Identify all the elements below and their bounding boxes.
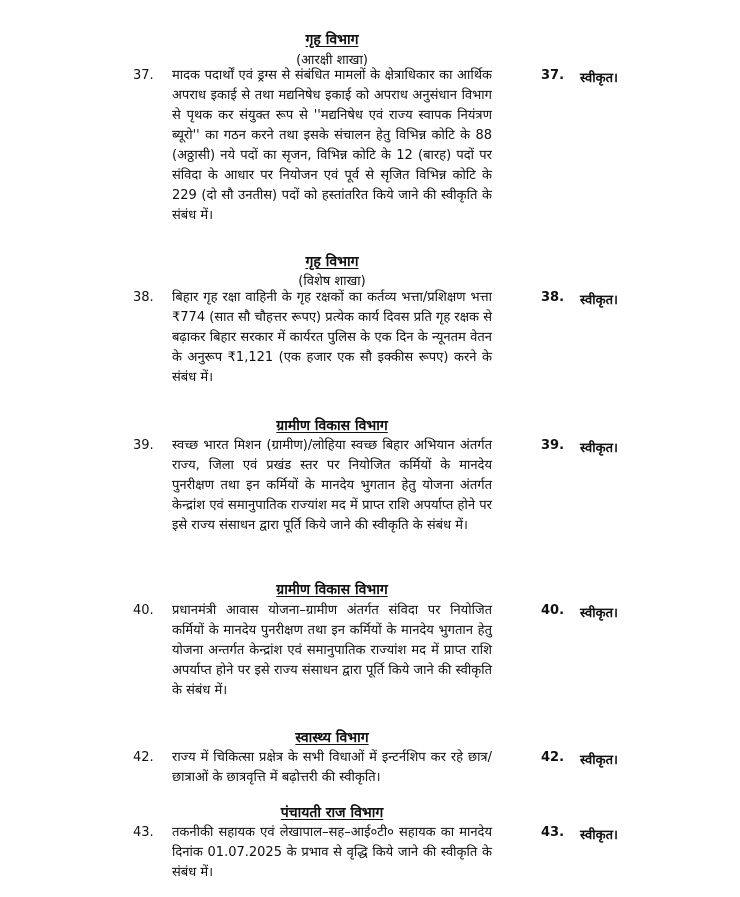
item-number: 38. (133, 290, 154, 305)
item-number: 43. (133, 825, 154, 840)
item-number: 39. (133, 438, 154, 453)
decision-number: 43. (541, 825, 565, 840)
item-text: मादक पदार्थों एवं ड्रग्स से संबंधित मामलों के क्षेत्राधिकार का आर्थिक अपराध इकाई से तथा मद्यनिषेध इकाई को अपराध अनुसंधान विभाग से पृथक कर संयुक्त रूप से ''मद्यनिषेध एवं राज्य स्वापक नियंत्रण ब्यूरो'' का गठन करने तथा इसके संचालन हेतु विभिन्न कोटि के 88 (अठ्ठासी) नये पदों का सृजन, विभिन्न कोटि के 12 (बारह) पदों पर संविदा के आधार पर नियोजन एवं पूर्व से सृजित विभिन्न कोटि के 229 (दो सौ उनतीस) पदों को हस्तांतरित किये जाने की स्वीकृति के संबंध में। (172, 68, 492, 223)
decision-status: स्वीकृत। (580, 753, 618, 768)
item-text: प्रधानमंत्री आवास योजना–ग्रामीण अंतर्गत संविदा पर नियोजित कर्मियों के मानदेय पुनरीक्षण तथा इन कर्मियों के मानदेय भुगतान हेतु योजना अन्तर्गत केन्द्रांश एवं समानुपातिक राज्यांश मद में प्राप्त राशि अपर्याप्त होने पर इसे राज्य संसाधन द्वारा पूर्ति किये जाने की स्वीकृति के संबंध में। (172, 603, 492, 698)
decision-number: 38. (541, 290, 565, 305)
decision-number: 37. (541, 68, 565, 83)
decision-number: 40. (541, 603, 565, 618)
department-heading: ग्रामीण विकास विभाग (276, 418, 388, 434)
item-text: स्वच्छ भारत मिशन (ग्रामीण)/लोहिया स्वच्छ बिहार अभियान अंतर्गत राज्य, जिला एवं प्रखंड स्तर पर नियोजित कर्मियों के मानदेय पुनरीक्षण तथा इन कर्मियों के मानदेय भुगतान हेतु योजना अंतर्गत केन्द्रांश एवं समानुपातिक राज्यांश मद में प्राप्त राशि अपर्याप्त होने पर इसे राज्य संसाधन द्वारा पूर्ति किये जाने की स्वीकृति के संबंध में। (172, 438, 492, 533)
decision-number: 42. (541, 750, 565, 765)
item-number: 42. (133, 750, 154, 765)
department-heading: गृह विभाग (305, 254, 359, 270)
item-number: 37. (133, 68, 154, 83)
department-heading: गृह विभाग (305, 32, 359, 48)
department-subheading: (आरक्षी शाखा) (296, 53, 368, 68)
department-subheading: (विशेष शाखा) (298, 274, 366, 289)
item-text: राज्य में चिकित्सा प्रक्षेत्र के सभी विधाओं में इन्टर्नशिप कर रहे छात्र/छात्राओं के छात्रवृत्ति में बढ़ोत्तरी की स्वीकृति। (172, 750, 492, 785)
department-heading: स्वास्थ्य विभाग (295, 730, 369, 746)
item-number: 40. (133, 603, 154, 618)
decision-status: स्वीकृत। (580, 293, 618, 308)
decision-number: 39. (541, 438, 565, 453)
decision-status: स्वीकृत। (580, 606, 618, 621)
decision-status: स्वीकृत। (580, 71, 618, 86)
item-text: बिहार गृह रक्षा वाहिनी के गृह रक्षकों का कर्तव्य भत्ता/प्रशिक्षण भत्ता ₹774 (सात सौ चौहत्तर रूपए) प्रत्येक कार्य दिवस प्रति गृह रक्षक से बढ़ाकर बिहार सरकार में कार्यरत पुलिस के एक दिन के न्यूनतम वेतन के अनुरूप ₹1,121 (एक हजार एक सौ इक्कीस रूपए) करने के संबंध में। (172, 290, 492, 385)
department-heading: पंचायती राज विभाग (280, 805, 384, 821)
item-text: तकनीकी सहायक एवं लेखापाल–सह–आई०टी० सहायक का मानदेय दिनांक 01.07.2025 के प्रभाव से वृद्धि किये जाने की स्वीकृति के संबंध में। (172, 825, 492, 880)
decision-status: स्वीकृत। (580, 441, 618, 456)
department-heading: ग्रामीण विकास विभाग (276, 582, 388, 598)
decision-status: स्वीकृत। (580, 828, 618, 843)
